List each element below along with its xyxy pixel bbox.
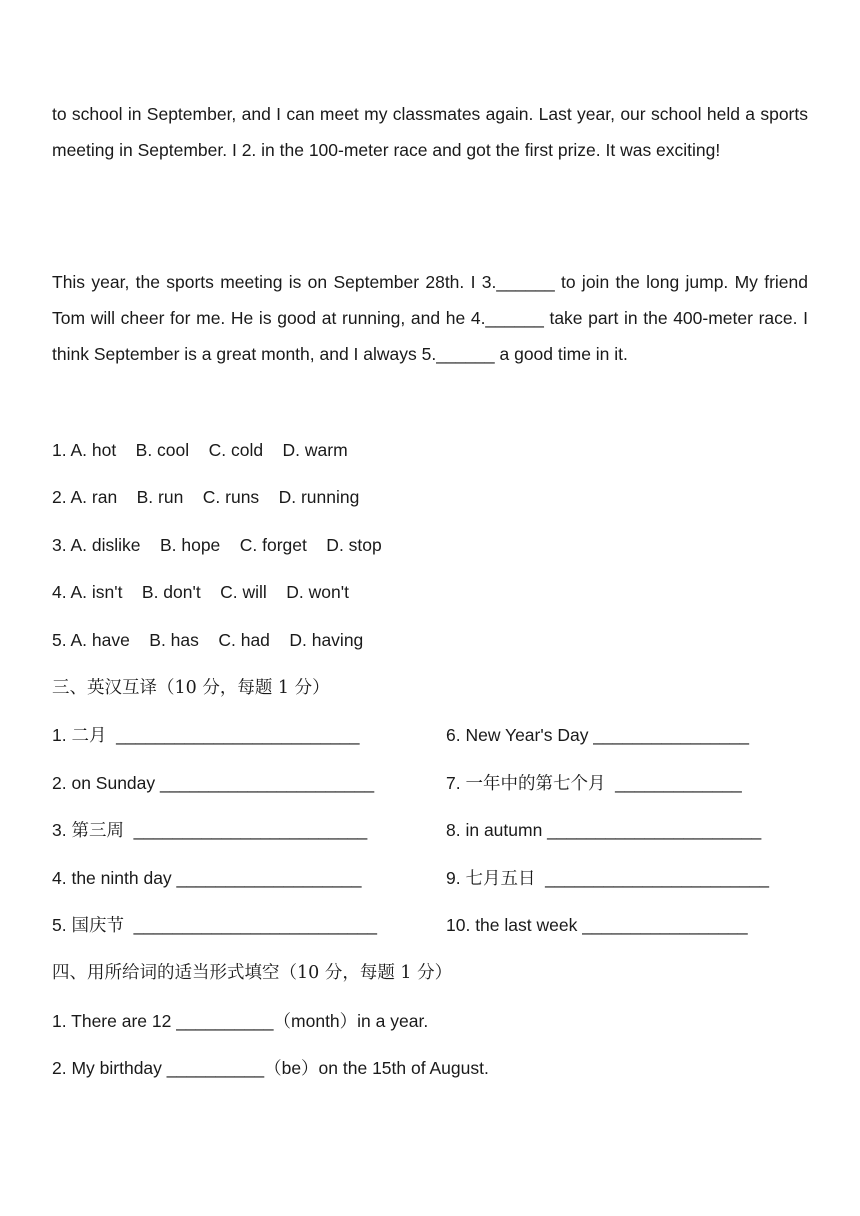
- section-4-heading: 四、用所给词的适当形式填空（10 分，每题 1 分）: [52, 963, 453, 983]
- passage-paragraph-2: This year, the sports meeting is on September 28th. I 3.______ to join the long jump. My friend Tom will cheer for me. He is good at running, and he 4.______ take part in the 400-meter race. I think September is a great month, and I always 5.______ a good time in it.: [52, 272, 808, 364]
- translation-item-9: 9. 七月五日 _______________________: [446, 868, 770, 888]
- choice-question-4: 4. A. isn't B. don't C. will D. won't: [52, 582, 349, 602]
- section-3-heading: 三、英汉互译（10 分，每题 1 分）: [52, 678, 330, 698]
- translation-item-5: 5. 国庆节 _________________________: [52, 915, 377, 935]
- translation-item-8: 8. in autumn ______________________: [446, 820, 762, 840]
- translation-item-2: 2. on Sunday ______________________: [52, 773, 375, 793]
- translation-item-3: 3. 第三周 ________________________: [52, 820, 368, 840]
- translation-item-7: 7. 一年中的第七个月 _____________: [446, 773, 742, 793]
- translation-item-10: 10. the last week _________________: [446, 915, 748, 935]
- choice-question-3: 3. A. dislike B. hope C. forget D. stop: [52, 535, 382, 555]
- translation-item-1: 1. 二月 _________________________: [52, 725, 360, 745]
- choice-question-5: 5. A. have B. has C. had D. having: [52, 630, 364, 650]
- translation-item-6: 6. New Year's Day ________________: [446, 725, 750, 745]
- translation-item-4: 4. the ninth day ___________________: [52, 868, 362, 888]
- choice-question-2: 2. A. ran B. run C. runs D. running: [52, 487, 360, 507]
- passage-paragraph-1: to school in September, and I can meet my classmates again. Last year, our school held a sports meeting in September. I 2. in the 100-meter race and got the first prize. It was exciting!: [52, 104, 808, 160]
- choice-question-1: 1. A. hot B. cool C. cold D. warm: [52, 440, 348, 460]
- fill-in-item-2: 2. My birthday __________（be）on the 15th of August.: [52, 1058, 489, 1078]
- fill-in-item-1: 1. There are 12 __________（month）in a year.: [52, 1011, 429, 1031]
